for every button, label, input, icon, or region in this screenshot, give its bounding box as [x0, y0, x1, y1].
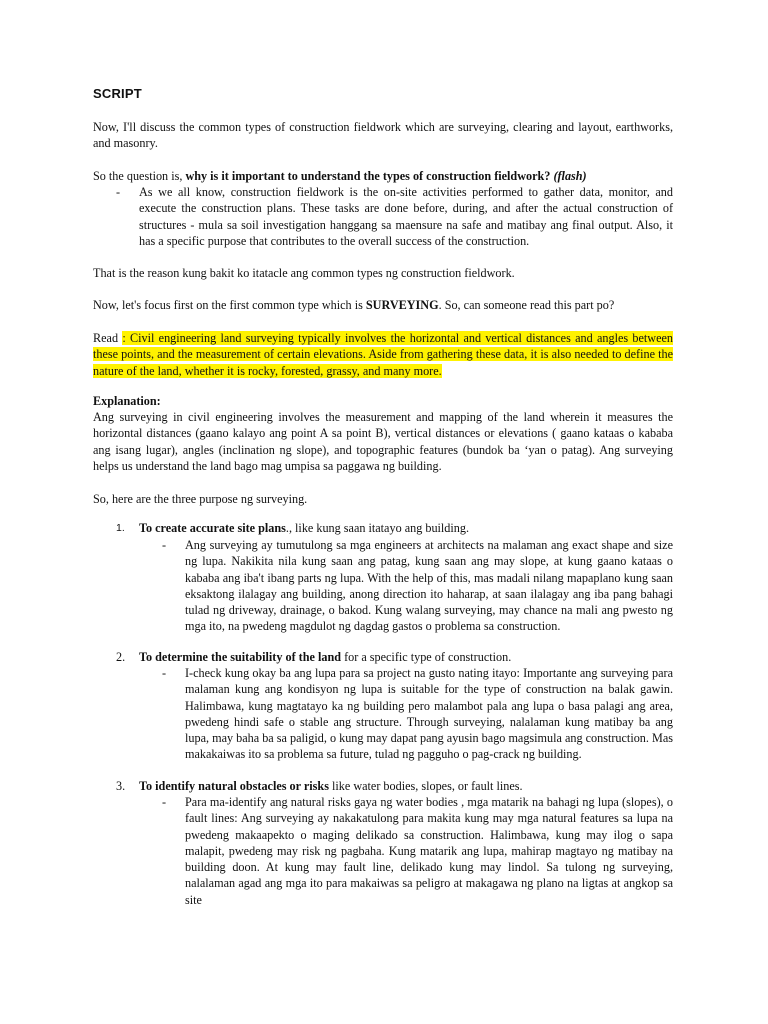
bullet-text: As we all know, construction fieldwork is the on-site activities performed to gather data, monitor, and execute the construction plans. These tasks are done before, during, and after the actual construction of structures - mula sa soil investigation hanggang sa maensure na safe and matibay ang final output. Also, it has a specific purpose that contributes to the overall success of the construction.: [139, 185, 673, 248]
intro-paragraph: Now, I'll discuss the common types of construction fieldwork which are surveying, clearing and layout, earthworks, and masonry.: [93, 120, 673, 151]
question-prefix: So the question is,: [93, 169, 186, 183]
purpose-rest: for a specific type of construction.: [341, 650, 512, 664]
focus-prefix: Now, let's focus first on the first common type which is: [93, 298, 366, 312]
read-colon: :: [122, 331, 126, 345]
purpose-item-2: [116, 649, 673, 665]
purpose-detail-text: Ang surveying ay tumutulong sa mga engineers at architects na malaman ang exact shape and size ng lupa. Nakikita nila kung saan ang patag, kung saan ang may slope, at kung gaano kataas o kababa ang iba't ibang parts ng lupa. With the help of this, mas madali nilang mapaplano kung saan eksaktong ilalagay ang building, anong direction ito haharap, at saan ilalagay ang iba pang bahagi tulad ng driveway, drainage, o bakod. Kung walang surveying, may chance na mali ang pwesto ng mga ito, na pwedeng magdulot ng dagdag gastos o problema sa construction.: [185, 538, 673, 634]
read-highlighted-text: Civil engineering land surveying typically involves the horizontal and vertical distances and angles between these points, and the measurement of certain elevations. Aside from gathering these data, it is also needed to define the nature of the land, whether it is rocky, forested, grassy, and many more.: [93, 331, 673, 378]
purpose-number: 1.: [116, 522, 125, 534]
purpose-number: 2.: [116, 650, 126, 664]
read-paragraph: [93, 330, 673, 379]
purpose-detail-1: [162, 537, 673, 635]
purpose-title: To create accurate site plans: [139, 521, 286, 535]
purpose-item-3: [116, 778, 673, 794]
purpose-detail-2: [162, 665, 673, 763]
focus-suffix: . So, can someone read this part po?: [438, 298, 615, 312]
purpose-number: 3.: [116, 779, 126, 793]
focus-paragraph: [93, 297, 673, 313]
purposes-intro: So, here are the three purpose ng surveying.: [93, 492, 308, 506]
question-flash: (flash): [550, 169, 587, 183]
question-paragraph: [93, 168, 673, 184]
purpose-item-1: [116, 520, 673, 536]
explanation-title: Explanation:: [93, 394, 161, 408]
explanation-text: Ang surveying in civil engineering involves the measurement and mapping of the land wherein it measures the horizontal distances (gaano kalayo ang point A sa point B), vertical distances or elevations ( gaano kataas o kababa ang isang lugar), angles (inclination ng slope), and topographic features (bundok ba ‘yan o patag). Ang surveying helps us understand the land bago mag umpisa sa paggawa ng building.: [93, 410, 673, 473]
bullet-item: [116, 184, 673, 249]
purpose-title: To determine the suitability of the land: [139, 650, 342, 664]
reason-paragraph: That is the reason kung bakit ko itatacle ang common types ng construction fieldwork.: [93, 266, 515, 280]
bullet-dash: -: [162, 795, 167, 809]
script-heading: SCRIPT: [93, 86, 142, 101]
question-bold: why is it important to understand the types of construction fieldwork?: [185, 169, 551, 183]
purpose-detail-3: [162, 794, 673, 908]
bullet-dash: -: [116, 185, 121, 199]
purpose-rest: like water bodies, slopes, or fault lines.: [328, 779, 523, 793]
focus-bold: SURVEYING: [365, 298, 439, 312]
bullet-dash: -: [162, 666, 167, 680]
purpose-detail-text: Para ma-identify ang natural risks gaya ng water bodies , mga matarik na bahagi ng lupa (slopes), o fault lines: Ang surveying ay nakakatulong para makita kung may mga natural features sa lupa na pwedeng makaapekto o maging delikado sa construction. Halimbawa, kung may ilog o sapa malapit, pwedeng may risk ng pagbaha. Kung matarik ang lupa, mahirap magtayo ng matibay na building doon. At kung may fault line, delikado kung may lindol. Sa tulong ng surveying, nalalaman agad ang mga ito para makaiwas sa peligro at makagawa ng plano na ligtas at angkop sa site: [185, 795, 673, 907]
bullet-dash: -: [162, 538, 167, 552]
purpose-detail-text: I-check kung okay ba ang lupa para sa project na gusto nating itayo: Importante ang surveying para malaman kung ang kondisyon ng lupa is suitable for the type of construction na balak gawin. Halimbawa, kung magtatayo ka ng building pero malambot pala ang lupa o basa palagi ang area, pwedeng hindi safe o stable ang structure. Through surveying, nalalaman kung matibay ba ang lupa, may baha ba sa paligid, o kung may dapat pang ayusin bago magsimula ang construction. Mas makakaiwas ito sa problema sa future, tulad ng pagguho o pag-crack ng building.: [185, 666, 673, 762]
read-label: Read: [93, 331, 123, 345]
purpose-rest: ., like kung saan itatayo ang building.: [285, 521, 470, 535]
purpose-title: To identify natural obstacles or risks: [139, 779, 329, 793]
